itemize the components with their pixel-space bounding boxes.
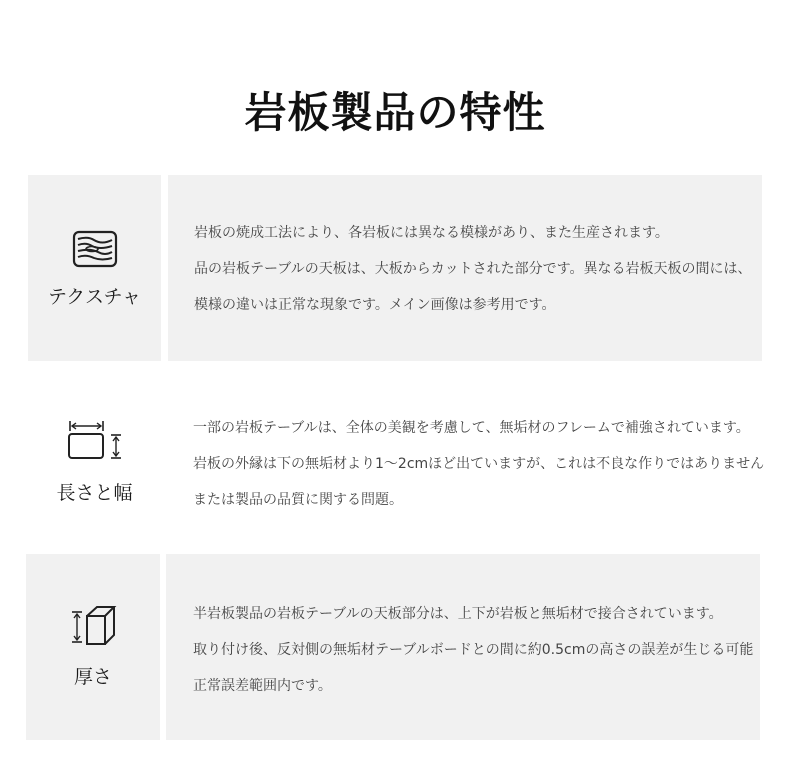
feature-description <box>168 175 762 361</box>
feature-row-texture <box>0 175 790 361</box>
wood-texture-icon <box>72 230 118 268</box>
dimensions-icon <box>65 418 125 464</box>
description-line: 模様の違いは正常な現象です。メイン画像は参考用です。 <box>194 297 556 313</box>
description-line: 岩板の焼成工法により、各岩板には異なる模様があり、また生産されます。 <box>194 225 669 241</box>
feature-label-box <box>28 175 161 361</box>
description-line: 岩板の外縁は下の無垢材より1〜2cmほど出ていますが、これは不良な作りではありません <box>193 456 765 472</box>
page-title: 岩板製品の特性 <box>244 88 546 137</box>
feature-description <box>166 554 760 740</box>
thickness-icon <box>69 604 117 648</box>
feature-label: テクスチャ <box>47 286 142 308</box>
feature-row-dimensions <box>0 392 790 532</box>
description-line: 一部の岩板テーブルは、全体の美観を考慮して、無垢材のフレームで補強されています。 <box>193 420 750 436</box>
description-line: または製品の品質に関する問題。 <box>193 492 403 508</box>
feature-label-box <box>26 554 160 740</box>
feature-label-box <box>28 392 161 532</box>
description-line: 品の岩板テーブルの天板は、大板からカットされた部分です。異なる岩板天板の間には、 <box>194 261 752 277</box>
feature-row-thickness <box>0 554 790 740</box>
feature-label: 長さと幅 <box>56 482 133 504</box>
feature-label: 厚さ <box>73 666 112 688</box>
description-line: 正常誤差範囲内です。 <box>193 678 332 694</box>
description-line: 取り付け後、反対側の無垢材テーブルボードとの間に約0.5cmの高さの誤差が生じる可能 <box>193 642 754 658</box>
description-line: 半岩板製品の岩板テーブルの天板部分は、上下が岩板と無垢材で接合されています。 <box>193 606 723 622</box>
feature-description <box>168 392 790 532</box>
